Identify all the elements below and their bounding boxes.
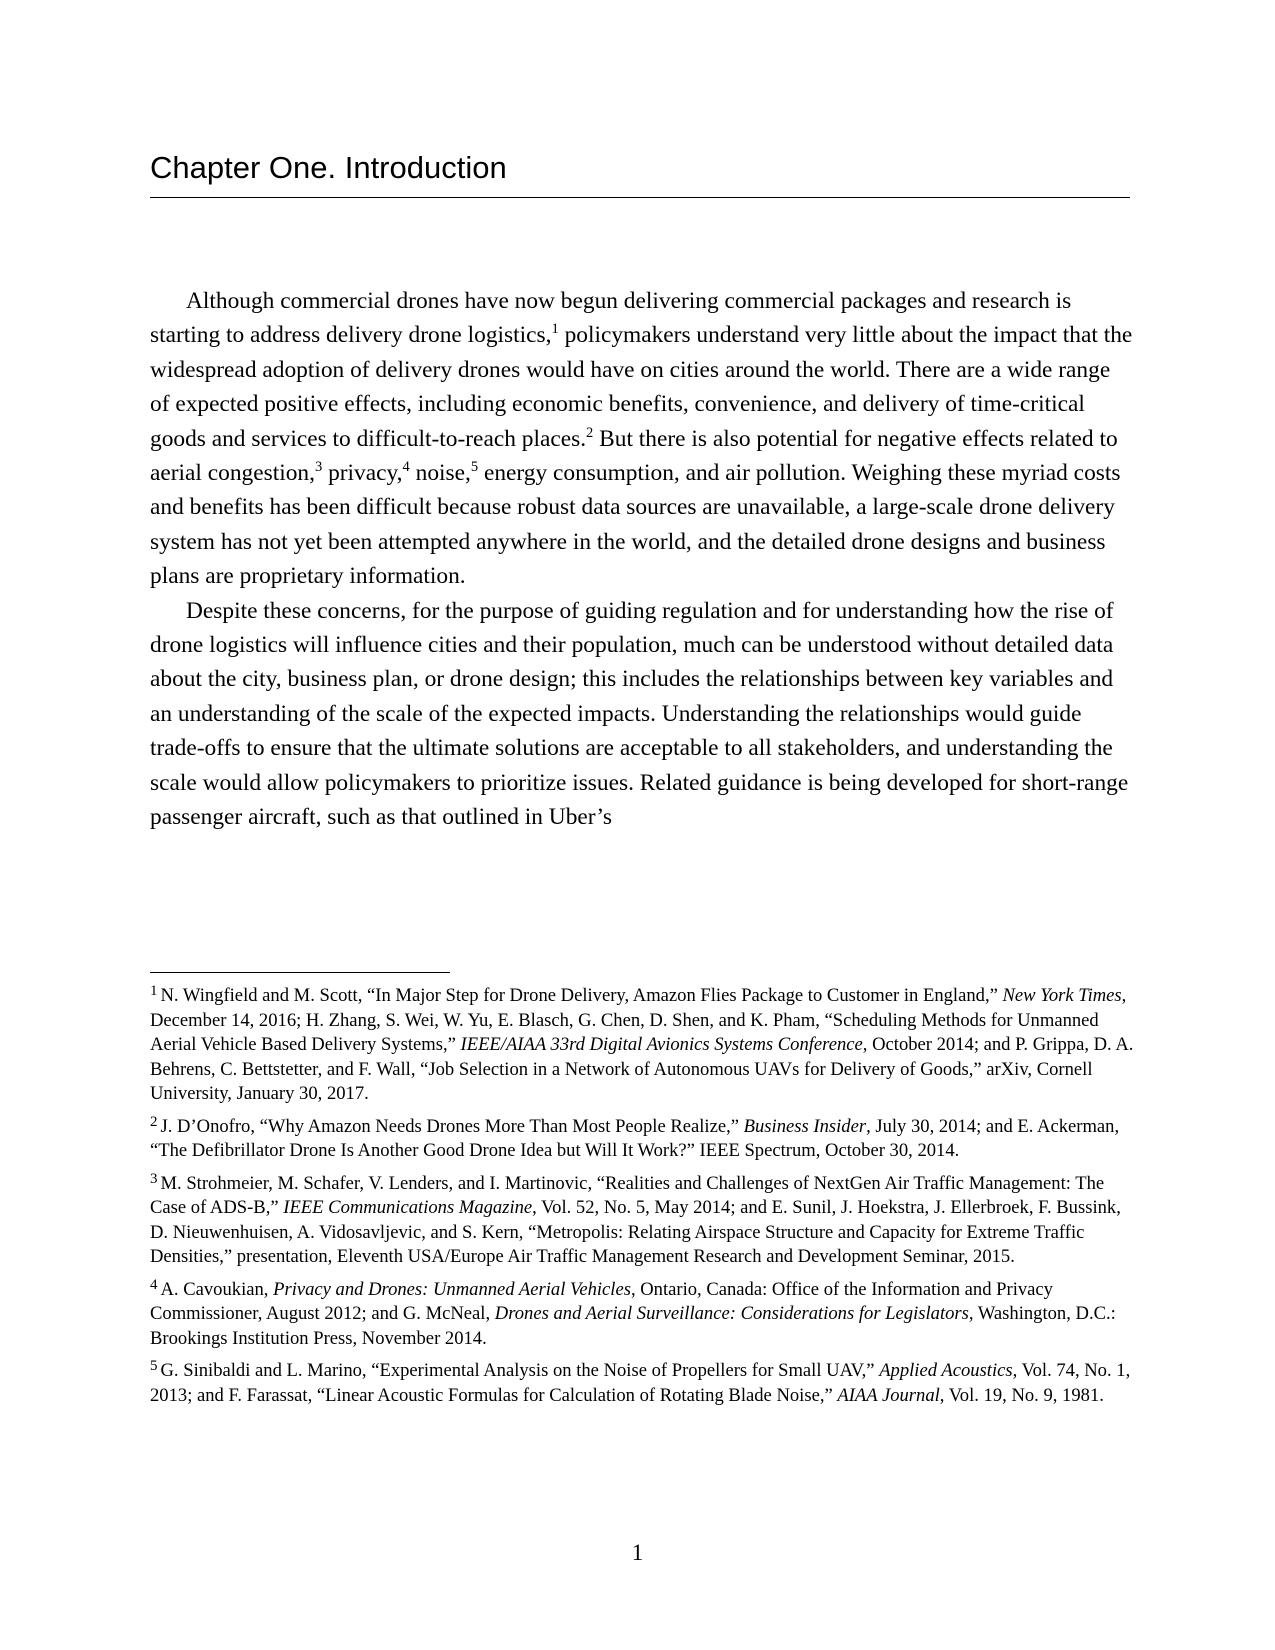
footnote-ref-3[interactable]: 3 — [314, 459, 323, 476]
title-divider — [150, 197, 1130, 198]
footnote-1: $^1$ N. Wingfield and M. Scott, “In Major Step for Drone Delivery, Amazon Flies Package to Customer in England,” New York Times, December 14, 2016; H. Zhang, S. Wei, W. Yu, E. Blasch, G. Chen, D. Shen, and K. Pham, “Scheduling Methods for Unmanned Aerial Vehicle Based Delivery Systems,” IEEE/AIAA 33rd Digital Avionics Systems Conference, October 2014; and P. Grippa, D. A. Behrens, C. Bettstetter, and F. Wall, “Job Selection in a Network of Autonomous UAVs for Delivery of Goods,” arXiv, Cornell University, January 30, 2017. — [150, 983, 1134, 1104]
footnote-number: 2 — [150, 1113, 158, 1130]
footnote-ref-4[interactable]: 4 — [402, 459, 410, 476]
footnote-number: 4 — [150, 1276, 158, 1293]
footnote-number: 1 — [150, 983, 158, 999]
chapter-title: Chapter One. Introduction — [150, 150, 507, 185]
footnote-3: $^3$ M. Strohmeier, M. Schafer, V. Lenders, and I. Martinovic, “Realities and Challenges of NextGen Air Traffic Management: The Case of ADS-B,” IEEE Communications Magazine, Vol. 52, No. 5, May 2014; and E. Sunil, J. Hoekstra, J. Ellerbroek, F. Bussink, D. Nieuwenhuisen, A. Vidosavljevic, and S. Kern, “Metropolis: Relating Airspace Structure and Capacity for Extreme Traffic Densities,” presentation, Eleventh USA/Europe Air Traffic Management Research and Development Seminar, 2015. — [150, 1170, 1121, 1267]
footnote-ref-5[interactable]: 5 — [470, 459, 479, 476]
footnote-5: $^5$ G. Sinibaldi and L. Marino, “Experimental Analysis on the Noise of Propellers for Small UAV,” Applied Acoustics, Vol. 74, No. 1, 2013; and F. Farassat, “Linear Acoustic Formulas for Calculation of Rotating Blade Noise,” AIAA Journal, Vol. 19, No. 9, 1981. — [150, 1358, 1131, 1406]
body-paragraph-2: Despite these concerns, for the purpose of guiding regulation and for understanding how the rise of drone logistics will influence cities and their population, much can be understood without detailed data about the city, business plan, or drone design; this includes the relationships between key variables and an understanding of the scale of the expected impacts. Understanding the relationships would guide trade-offs to ensure that the ultimate solutions are acceptable to all stakeholders, and understanding the scale would allow policymakers to prioritize issues. Related guidance is being developed for short-range passenger aircraft, such as that outlined in Uber’s — [150, 597, 1129, 831]
page-number: 1 — [631, 1540, 644, 1565]
footnotes — [150, 984, 1135, 1416]
footnote-number: 3 — [150, 1170, 158, 1187]
footnote-separator — [150, 972, 450, 973]
body-paragraph-1: Although commercial drones have now begun delivering commercial packages and research is starting to address delivery drone logistics,$^1$ policymakers understand very little about the impact that the widespread adoption of delivery drones would have on cities around the world. There are a wide range of expected positive effects, including economic benefits, convenience, and delivery of time-critical goods and services to difficult-to-reach places.$^2$ But there is also potential for negative effects related to aerial congestion,$^3$ privacy,$^4$ noise,$^5$ energy consumption, and air pollution. Weighing these myriad costs and benefits has been difficult because robust data sources are unavailable, a large-scale drone delivery system has not yet been attempted anywhere in the world, and the detailed drone designs and business plans are proprietary information. — [150, 288, 1133, 590]
footnote-4: $^4$ A. Cavoukian, Privacy and Drones: Unmanned Aerial Vehicles, Ontario, Canada: Office of the Information and Privacy Commissioner, August 2012; and G. McNeal, Drones and Aerial Surveillance: Considerations for Legislators, Washington, D.C.: Brookings Institution Press, November 2014. — [150, 1276, 1116, 1349]
footnote-2: $^2$ J. D’Onofro, “Why Amazon Needs Drones More Than Most People Realize,” Business Insider, July 30, 2014; and E. Ackerman, “The Defibrillator Drone Is Another Good Drone Idea but Will It Work?” IEEE Spectrum, October 30, 2014. — [150, 1113, 1120, 1161]
footnote-number: 5 — [150, 1358, 158, 1374]
body-text — [150, 284, 1135, 835]
footnote-ref-1[interactable]: 1 — [551, 321, 559, 338]
footnote-ref-2[interactable]: 2 — [586, 424, 594, 441]
